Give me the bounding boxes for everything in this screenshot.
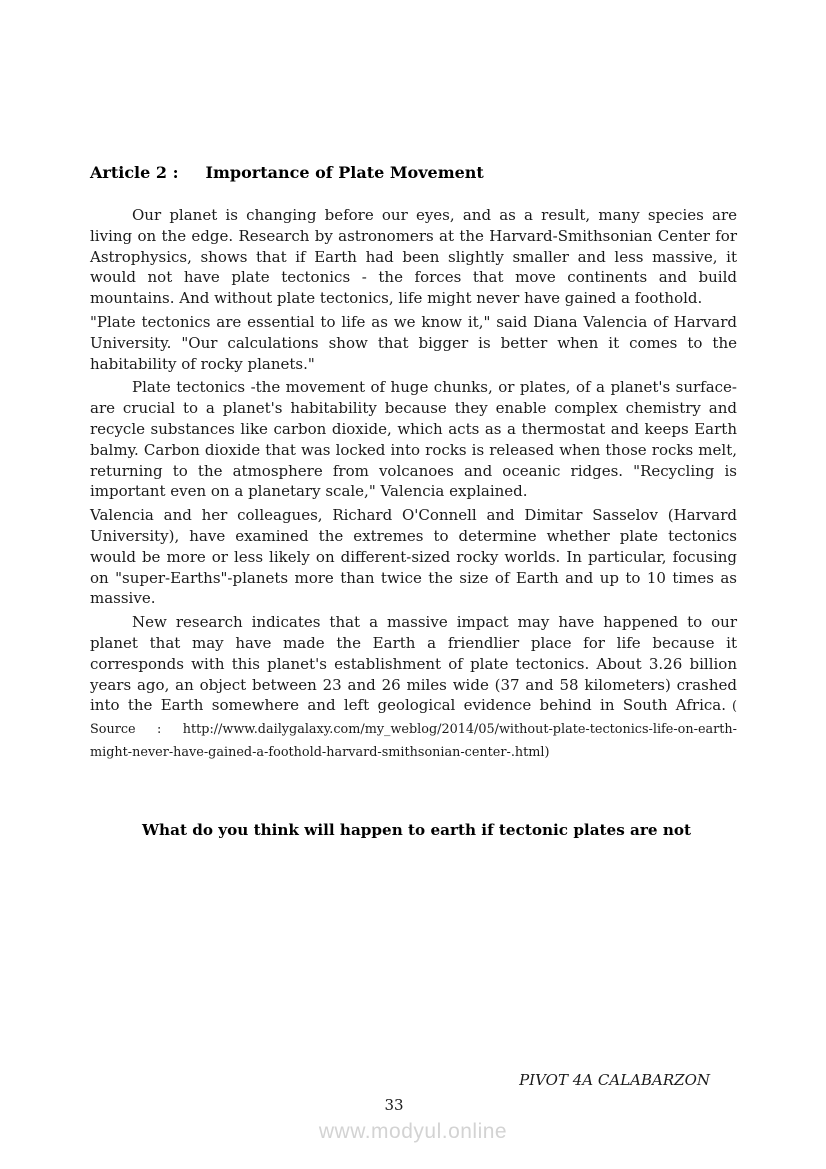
question-text: What do you think will happen to earth if tectonic plates are not xyxy=(142,821,692,839)
article-body xyxy=(90,205,737,764)
paragraph-1: Our planet is changing before our eyes, and as a result, many species are living on the edge. Research by astronomers at the Harvard-Smithsonian Center for Astrophysics, shows that if Earth had been slightly smaller and less massive, it would not have plate tectonics - the forces that move continents and build mountains. And without plate tectonics, life might never have gained a foothold. xyxy=(90,206,737,308)
watermark: www.modyul.online xyxy=(318,1120,508,1143)
paragraph-4: Valencia and her colleagues, Richard O'Connell and Dimitar Sasselov (Harvard University), have examined the extremes to determine whether plate tectonics would be more or less likely on different-sized rocky worlds. In particular, focusing on "super-Earths"-planets more than twice the size of Earth and up to 10 times as massive. xyxy=(90,506,737,608)
paragraph-3: Plate tectonics -the movement of huge chunks, or plates, of a planet's surface- are crucial to a planet's habitability because they enable complex chemistry and recycle substances like carbon dioxide, which acts as a thermostat and keeps Earth balmy. Carbon dioxide that was locked into rocks is released when those rocks melt, returning to the atmosphere from volcanoes and oceanic ridges. "Recycling is important even on a planetary scale," Valencia explained. xyxy=(90,378,737,501)
paragraph-2: "Plate tectonics are essential to life as we know it," said Diana Valencia of Harvard University. "Our calculations show that bigger is better when it comes to the habitability of rocky planets." xyxy=(90,312,737,373)
article-heading-title: Importance of Plate Movement xyxy=(205,163,484,182)
source-note: ( Source : http://www.dailygalaxy.com/my_weblog/2014/05/without-plate-tectonics-life-on-earth-might-never-have-gained-a-foothold-harvard-smithsonian-center-.html) xyxy=(90,699,737,760)
footer-imprint: PIVOT 4A CALABARZON xyxy=(519,1071,710,1089)
paragraph-5-text: New research indicates that a massive impact may have happened to our planet that may have made the Earth a friendlier place for life because it corresponds with this planet's establishment of plate tectonics. About 3.26 billion years ago, an object between 23 and 26 miles wide (37 and 58 kilometers) crashed into the Earth somewhere and left geological evidence behind in South Africa. xyxy=(90,613,737,715)
page-number: 33 xyxy=(384,1096,404,1114)
article-heading-label: Article 2 : xyxy=(90,163,179,182)
article-heading xyxy=(90,163,738,182)
paragraph-5 xyxy=(90,612,737,764)
